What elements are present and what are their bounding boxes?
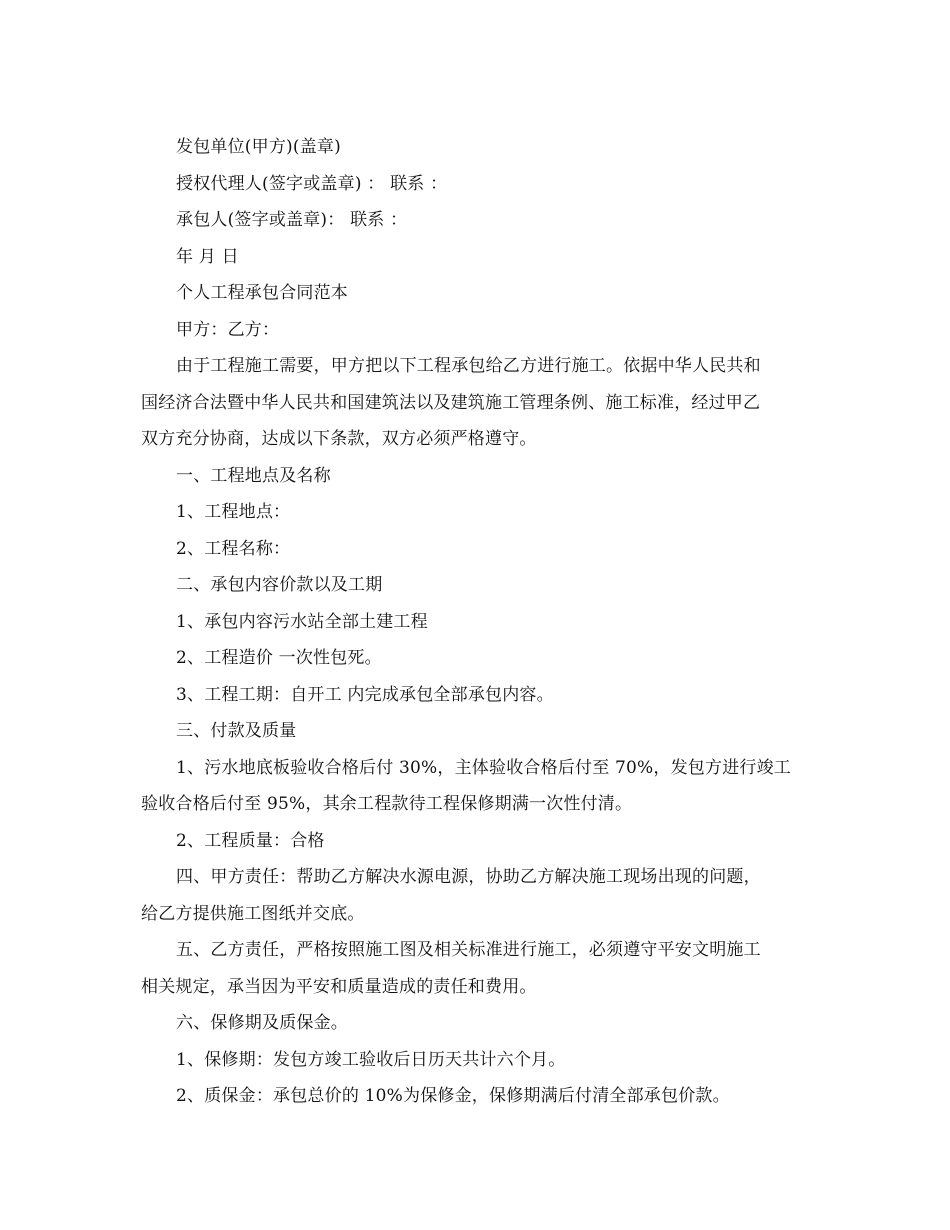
- text-line: 给乙方提供施工图纸并交底。: [141, 903, 365, 924]
- text-line: 承包人(签字或盖章)： 联系 ：: [176, 210, 408, 230]
- text-line: 国经济合法暨中华人民共和国建筑法以及建筑施工管理条例、施工标准，经过甲乙: [141, 392, 761, 413]
- section-heading: 三、付款及质量: [176, 721, 297, 741]
- text-line: 2、质保金：承包总价的 10%为保修金，保修期满后付清全部承包价款。: [176, 1086, 730, 1106]
- text-line: 2、工程造价 一次性包死。: [176, 648, 382, 668]
- text-line: 相关规定，承当因为平安和质量造成的责任和费用。: [141, 976, 537, 997]
- text-line: 双方充分协商，达成以下条款，双方必须严格遵守。: [141, 429, 537, 449]
- text-line: 3、工程工期：自开工 内完成承包全部承包内容。: [176, 684, 554, 705]
- section-heading: 六、保修期及质保金。: [176, 1013, 348, 1033]
- text-line: 授权代理人(签字或盖章) ： 联系 ：: [176, 173, 448, 194]
- document-title: 个人工程承包合同范本: [176, 283, 348, 303]
- text-line: 2、工程名称：: [176, 538, 291, 559]
- section-heading: 二、承包内容价款以及工期: [176, 575, 383, 595]
- text-line: 1、承包内容污水站全部土建工程: [176, 611, 428, 632]
- section-heading: 一、工程地点及名称: [176, 465, 331, 486]
- section-heading: 五、乙方责任，严格按照施工图及相关标准进行施工，必须遵守平安文明施工: [176, 940, 761, 960]
- text-line: 2、工程质量：合格: [176, 830, 325, 851]
- parties-line: 甲方：乙方：: [176, 319, 280, 340]
- text-line: 年 月 日: [176, 246, 239, 267]
- text-line: 1、保修期：发包方竣工验收后日历天共计六个月。: [176, 1049, 566, 1070]
- document-body: [141, 129, 811, 1115]
- text-line: 由于工程施工需要，甲方把以下工程承包给乙方进行施工。依据中华人民共和: [176, 356, 761, 376]
- text-line: 发包单位(甲方)(盖章): [176, 137, 341, 157]
- text-line: 验收合格后付至 95%，其余工程款待工程保修期满一次性付清。: [141, 794, 633, 814]
- text-line: 1、污水地底板验收合格后付 30%，主体验收合格后付至 70%，发包方进行竣工: [176, 757, 791, 778]
- section-heading: 四、甲方责任：帮助乙方解决水源电源，协助乙方解决施工现场出现的问题，: [176, 867, 761, 887]
- text-line: 1、工程地点：: [176, 502, 291, 522]
